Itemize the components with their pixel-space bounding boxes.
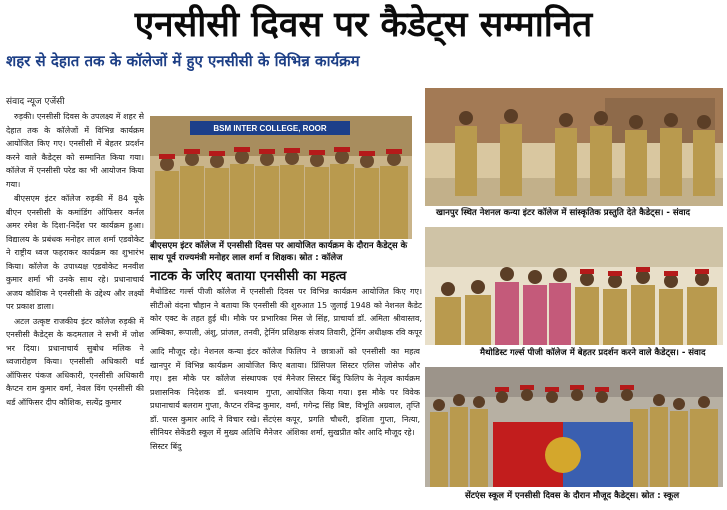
photo-caption: खानपुर स्थित नेशनल कन्या इंटर कॉलेज में सांस्कृतिक प्रस्तुति देते कैडेट्स। - संवाद	[436, 208, 691, 218]
photo-st-anns-cadets	[425, 367, 723, 487]
headline: एनसीसी दिवस पर कैडेट्स सम्मानित	[134, 5, 593, 45]
article-paragraph: बीएसएम इंटर कॉलेज रुड़की में 84 यूके बीएन एनसीसी के कमांडिंग ऑफिसर कर्नल अमर रमेश के दिशा-निर्देश पर कार्यक्रम हुआ। विद्यालय के प्रबंधक मनोहर लाल शर्मा एडवोकेट ने राष्ट्रीय ध्वज फहराकर कार्यक्रम का शुभारंभ किया। कॉलेज के उपाध्यक्ष एडवोकेट मनवीश कुमार शर्मा भी उनके साथ रहे। प्रधानाचार्य अजय कौशिक ने एनसीसी के उद्देश्य और लक्ष्यों पर प्रकाश डाला।	[6, 194, 144, 311]
box-title: नाटक के जरिए बताया एनसीसी का महत्व	[150, 269, 347, 284]
subheadline: शहर से देहात तक के कॉलेजों में हुए एनसीसी के विभिन्न कार्यक्रम	[6, 52, 360, 70]
banner-text: BSM INTER COLLEGE, ROOR	[213, 124, 327, 133]
photo-khanpur-cultural	[425, 88, 723, 206]
article-column-1	[6, 110, 144, 510]
box-text: मैथोडिस्ट गर्ल्स पीजी कॉलेज में एनसीसी दिवस पर विभिन्न कार्यक्रम आयोजित किए गए। सीटीओ वंदना चौहान ने बताया कि एनसीसी की शुरुआत 15 जुलाई 1948 को नेशनल कैडेट कोर एक्ट के तहत हुई थी। मौके पर प्रभारिका मिस जे सिंह, प्राचार्या डॉ. अमिता श्रीवास्तव, अम्बिका, रूपाली, अंशु, प्रांजल, तनवी, ट्रेनिंग प्रशिक्षक संजय तिवारी, ट्रेनिंग अधीक्षक रवि कपूर	[150, 287, 422, 337]
photo-caption: सेंटएंस स्कूल में एनसीसी दिवस के दौरान मौजूद कैडेट्स। स्रोत : स्कूल	[465, 491, 680, 501]
article-column-2: आदि मौजूद रहे। नेशनल कन्या इंटर कॉलेज खानपुर में विभिन्न कार्यक्रम आयोजित किए गए। इस मौके पर कॉलेज संस्थापक एवं प्रशासनिक निदेशक डॉ. धनश्याम गुप्ता, प्रधानाचार्य बलराम गुप्ता, कैप्टन रविन्द्र कुमार, डॉ. पारस कुमार आदि ने विचार रखे। सेंटएंस सीनियर सेकेंडरी स्कूल में मुख्य अतिथि मैनेजर सिस्टर बिंदु	[150, 347, 282, 451]
byline: संवाद न्यूज एजेंसी	[6, 97, 65, 107]
article-paragraph: रुड़की। एनसीसी दिवस के उपलक्ष्य में शहर से देहात तक के कॉलेजों में विभिन्न कार्यक्रम आयोजित किए गए। एनसीसी में बेहतर प्रदर्शन करने वाले कैडेट्स को सम्मानित किया गया। कॉलेज में एनसीसी परेड का भी आयोजन किया गया।	[6, 112, 144, 189]
photo-caption: बीएसएम इंटर कॉलेज में एनसीसी दिवस पर आयोजित कार्यक्रम के दौरान कैडेट्स के साथ पूर्व राज्यमंत्री मनोहर लाल शर्मा व शिक्षक। स्रोत : कॉलेज	[150, 241, 408, 263]
photo-caption: मैथोडिस्ट गर्ल्स पीजी कॉलेज में बेहतर प्रदर्शन करने वाले कैडेट्स। - संवाद	[480, 348, 706, 358]
article-column-3: फिलिप ने छात्राओं को एनसीसी का महत्व बताया। प्रिंसिपल सिस्टर एलिस जोसेफ और मैनेजर सिस्टर बिंदु फिलिप के नेतृत्व कार्यक्रम आयोजित किया गया। इस मौके पर विवेक वर्मा, गगेन्द्र सिंह बिष्ट, विभूति अग्रवाल, तृप्ति कपूर, प्रगति चौधरी, इशिता गुप्ता, नित्या, अंशिका शर्मा, सुखप्रीत कौर आदि मौजूद रहे।	[286, 347, 420, 437]
photo-bsm-college-cadets	[150, 116, 412, 239]
photo-methodist-cadets	[425, 227, 723, 345]
article-paragraph: अटल उत्कृष्ट राजकीय इंटर कॉलेज रुड़की में एनसीसी कैडेट्स के कदमताल ने सभी में जोश भर दिया। प्रधानाचार्य सुबोध मलिक ने ध्वजारोहण किया। एनसीसी अधिकारी थर्ड ऑफिसर पंकज अधिकारी, एनसीसी अधिकारी कैप्टन राम कुमार वर्मा, नेवल विंग एनसीसी की थर्ड ऑफिसर दीप कौशिक, सत्येंद्र कुमार	[6, 316, 144, 407]
